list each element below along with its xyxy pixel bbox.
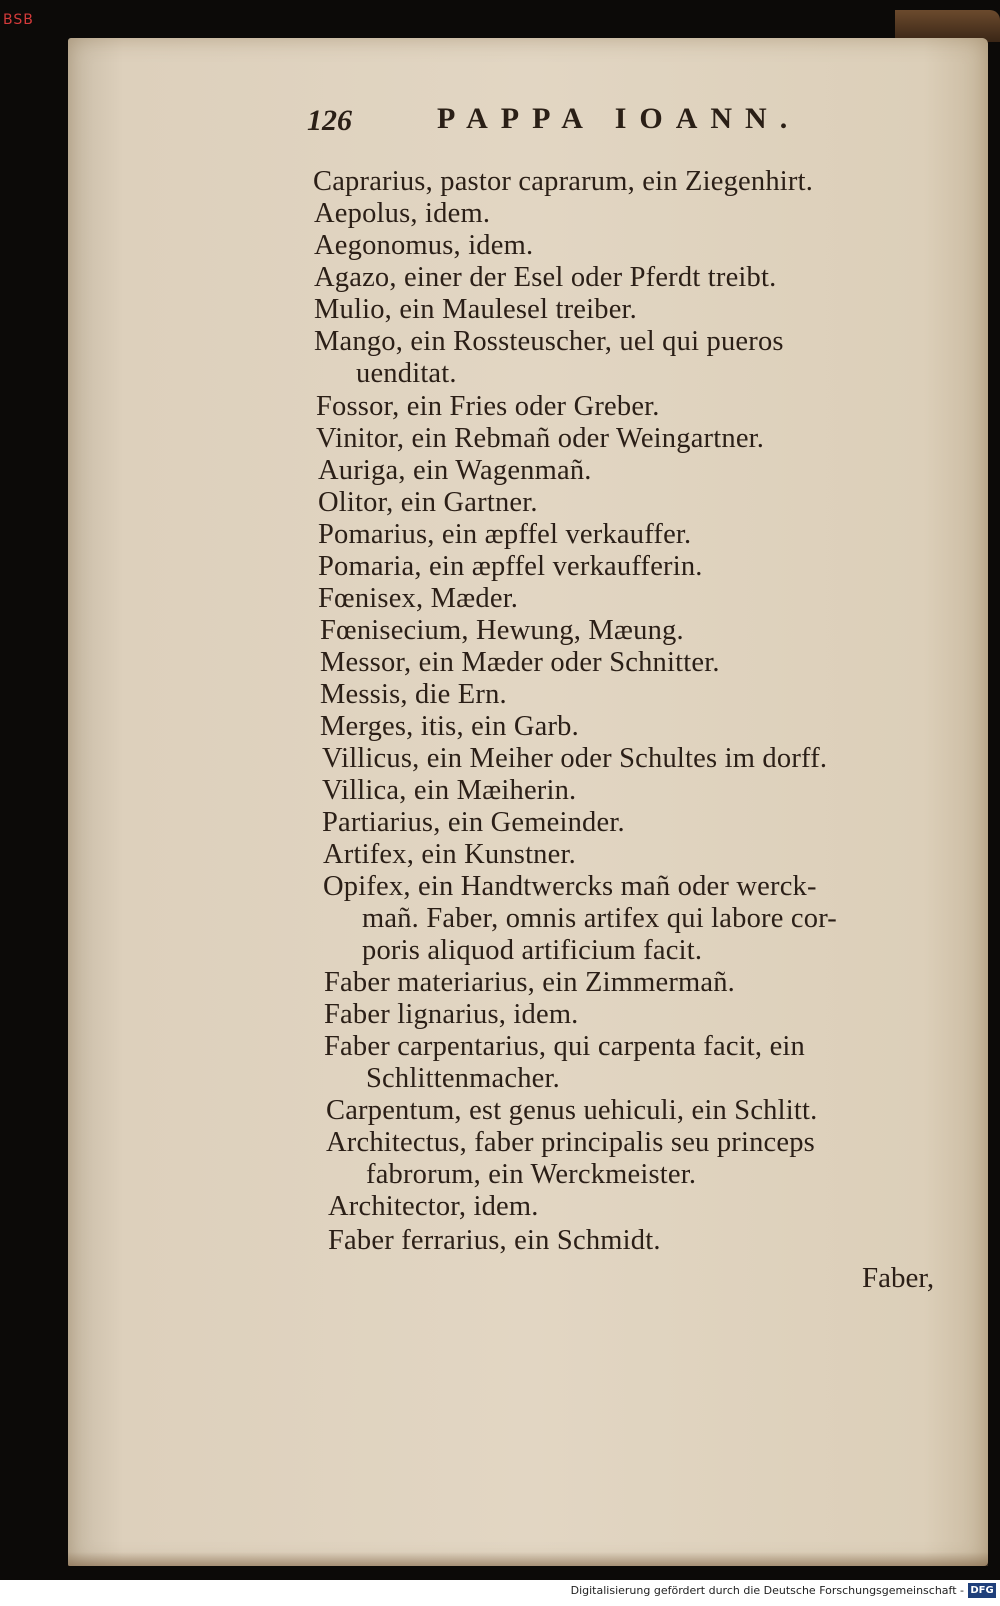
text-line: Carpentum, est genus uehiculi, ein Schlitt.: [326, 1095, 818, 1126]
page-header: [307, 100, 867, 140]
text-line: Mango, ein Rossteuscher, uel qui pueros: [314, 326, 784, 357]
text-line: poris aliquod artificium facit.: [362, 935, 703, 966]
text-line: Olitor, ein Gartner.: [318, 487, 538, 518]
text-line: Fossor, ein Fries oder Greber.: [316, 391, 660, 422]
digitization-footer: [0, 1580, 1000, 1606]
running-title: PAPPA IOANN.: [437, 102, 801, 135]
text-line: Faber ferrarius, ein Schmidt.: [328, 1225, 661, 1256]
catchword: Faber,: [862, 1262, 935, 1294]
text-line: Messis, die Ern.: [320, 679, 507, 710]
text-line: Architector, idem.: [328, 1191, 539, 1222]
text-line: Aepolus, idem.: [314, 198, 491, 229]
text-line: Pomaria, ein æpffel verkaufferin.: [318, 551, 703, 582]
text-line: Caprarius, pastor caprarum, ein Ziegenhirt.: [313, 166, 814, 197]
text-line: Messor, ein Mæder oder Schnitter.: [320, 647, 720, 678]
text-line: Agazo, einer der Esel oder Pferdt treibt.: [314, 262, 777, 293]
footer-credit: Digitalisierung gefördert durch die Deutsche Forschungsgemeinschaft -: [570, 1584, 964, 1597]
text-line: Schlittenmacher.: [366, 1063, 560, 1094]
text-line: Opifex, ein Handtwercks mañ oder werck-: [323, 871, 817, 902]
library-mark: BSB: [3, 12, 34, 28]
text-line: fabrorum, ein Werckmeister.: [366, 1159, 697, 1190]
text-line: Mulio, ein Maulesel treiber.: [314, 294, 637, 325]
text-line: Aegonomus, idem.: [314, 230, 534, 261]
text-line: Villica, ein Mæiherin.: [322, 775, 577, 806]
text-line: Fœnisex, Mæder.: [318, 583, 519, 614]
text-line: Pomarius, ein æpffel verkauffer.: [318, 519, 692, 550]
text-line: Faber materiarius, ein Zimmermañ.: [324, 967, 735, 998]
text-line: Fœnisecium, Hewung, Mæung.: [320, 615, 684, 646]
text-line: Faber carpentarius, qui carpenta facit, ein: [324, 1031, 805, 1062]
dfg-logo-icon: DFG: [968, 1583, 996, 1598]
text-line: Artifex, ein Kunstner.: [323, 839, 576, 870]
text-line: Faber lignarius, idem.: [324, 999, 579, 1030]
text-line: Auriga, ein Wagenmañ.: [318, 455, 592, 486]
text-line: mañ. Faber, omnis artifex qui labore cor-: [362, 903, 837, 934]
text-line: uenditat.: [356, 358, 457, 389]
page-number: 126: [307, 104, 352, 137]
text-line: Merges, itis, ein Garb.: [320, 711, 579, 742]
text-line: Villicus, ein Meiher oder Schultes im dorff.: [322, 743, 828, 774]
text-line: Architectus, faber principalis seu princeps: [326, 1127, 815, 1158]
text-line: Vinitor, ein Rebmañ oder Weingartner.: [316, 423, 765, 454]
text-line: Partiarius, ein Gemeinder.: [322, 807, 625, 838]
